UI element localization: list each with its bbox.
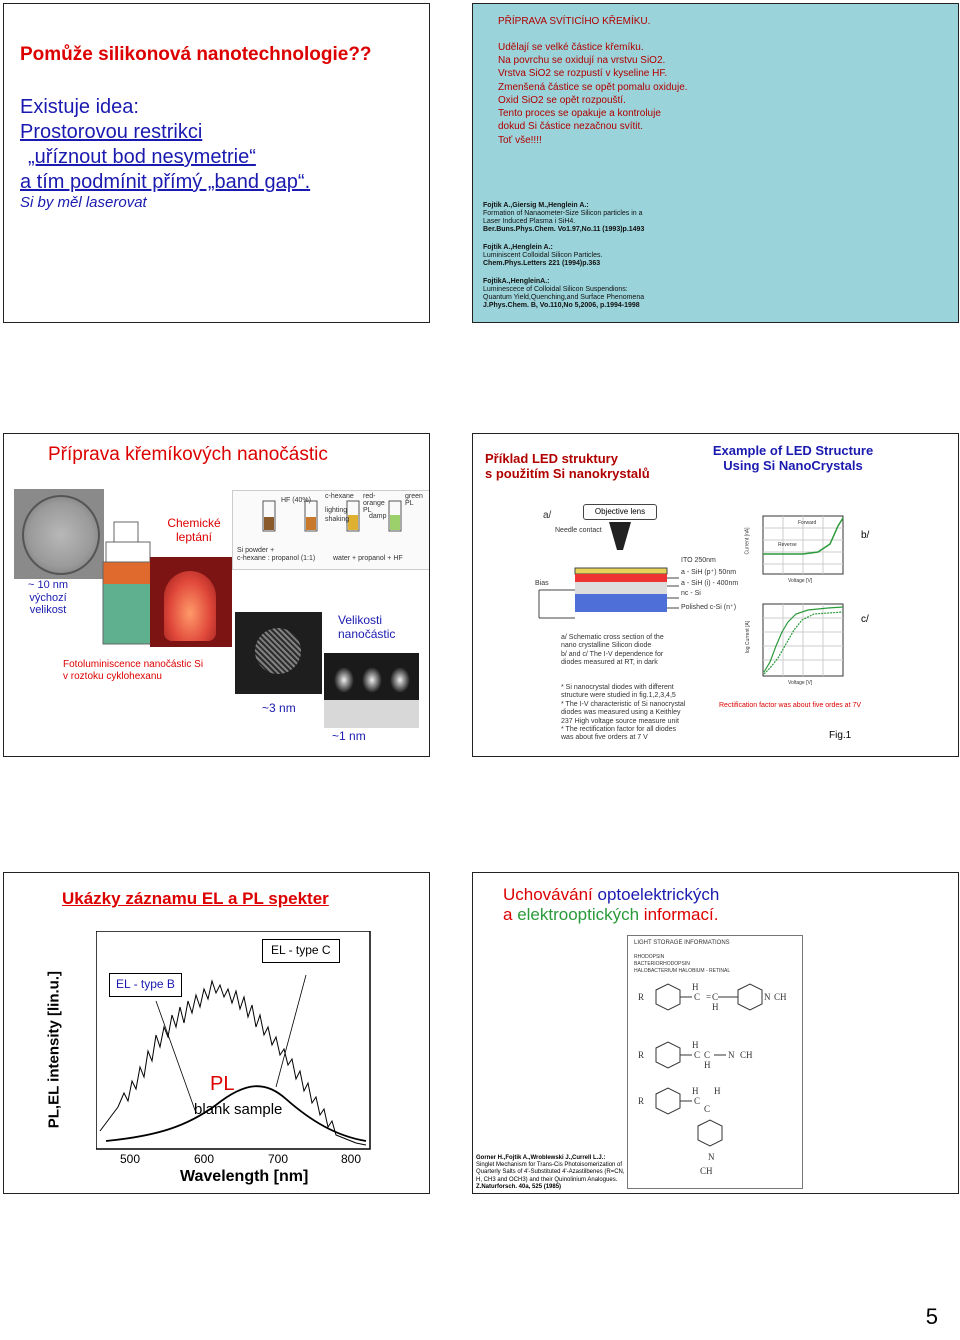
prep-line: Udělají se velké částice křemíku. bbox=[498, 42, 644, 53]
pl-photo bbox=[150, 557, 232, 647]
iv-chart-c-plot bbox=[748, 602, 848, 692]
slide-nanoparticle-preparation bbox=[3, 433, 430, 757]
layer-label: a - SiH (p⁺) 50nm bbox=[681, 569, 737, 576]
title-line: Example of LED Structure bbox=[712, 443, 874, 458]
reverse-label: Reverse bbox=[778, 542, 797, 548]
svg-text:C: C bbox=[694, 1096, 701, 1106]
slide1-line5: Si by měl laserovat bbox=[20, 194, 147, 211]
ref-line: Luminiscent Colloidal Silicon Particles. bbox=[483, 252, 603, 260]
ref-line: J.Phys.Chem. B, Vo.110,No 5,2006, p.1994-1998 bbox=[483, 302, 640, 310]
layer-label: ITO 250nm bbox=[681, 557, 716, 564]
ref-line: Chem.Phys.Letters 221 (1994)p.363 bbox=[483, 260, 601, 268]
chart-c-ylabel: log Current [A] bbox=[745, 620, 752, 654]
note-line: * The I-V characteristic of Si nanocrystal bbox=[561, 700, 686, 708]
page-number: 5 bbox=[925, 1304, 938, 1329]
label-a: a/ bbox=[543, 510, 552, 521]
vial-sub: damp bbox=[369, 513, 387, 520]
svg-text:C: C bbox=[712, 992, 719, 1002]
svg-text:R: R bbox=[638, 992, 645, 1002]
chart-c-xlabel: Voltage [V] bbox=[788, 680, 813, 686]
prep-line: Toť vše!!!! bbox=[498, 135, 542, 146]
title-part: optoelektrických bbox=[597, 885, 720, 904]
box-sub: RHODOPSIN bbox=[634, 954, 665, 960]
callout-line bbox=[276, 975, 306, 1087]
svg-text:CH: CH bbox=[740, 1050, 753, 1060]
layer-label: Polished c-Si (n⁺) bbox=[681, 604, 737, 611]
title-part: a bbox=[503, 904, 518, 924]
title-line: Using Si NanoCrystals bbox=[723, 457, 863, 473]
figure-label: Fig.1 bbox=[829, 730, 852, 741]
size-label-line: nanočástic bbox=[338, 626, 396, 641]
prep-line: Oxid SiO2 se opět rozpouští. bbox=[498, 95, 626, 106]
note-line: diodes was measured using a Keithley bbox=[561, 709, 681, 717]
vial-note: water + propanol + HF bbox=[333, 555, 403, 562]
caption-line: nano crystalline Silicon diode bbox=[561, 642, 652, 650]
size-1nm: ~1 nm bbox=[332, 729, 366, 743]
reference-1 bbox=[483, 202, 644, 234]
svg-text:R: R bbox=[638, 1050, 645, 1060]
etching-vessel bbox=[76, 516, 156, 656]
ref-authors: Gorner H.,Fojtik A.,Wroblewski J.,Currell L.J.: bbox=[476, 1155, 606, 1161]
caption-line: b/ and c/ The I-V dependence for bbox=[561, 650, 664, 658]
slide1-line4: a tím podmínit přímý „band gap“. bbox=[20, 171, 311, 193]
title-part: informací. bbox=[639, 904, 719, 924]
svg-text:=: = bbox=[706, 992, 712, 1002]
pl-caption-line: Fotoluminiscence nanočástic Si bbox=[63, 659, 204, 670]
svg-text:C: C bbox=[694, 1050, 701, 1060]
svg-text:H: H bbox=[704, 1060, 711, 1070]
ref-line: Laser Induced Plasma i SiH4. bbox=[483, 218, 576, 226]
ref-authors: Fojtik A.,Henglein A.: bbox=[483, 244, 553, 251]
lattice-image bbox=[235, 612, 322, 694]
note-line: was about five orders at 7 V bbox=[561, 734, 648, 742]
slide1-line3: „uříznout bod nesymetrie“ bbox=[28, 146, 256, 168]
prep-line: dokud Si částice nezačnou svítit. bbox=[498, 121, 644, 132]
ref-authors: FojtikA.,HengleinA.: bbox=[483, 278, 550, 285]
slide4-title-en bbox=[703, 444, 883, 474]
vial-note: c-hexane : propanol (1:1) bbox=[237, 555, 316, 562]
x-tick-800: 800 bbox=[341, 1152, 362, 1166]
slide-el-pl-spectra bbox=[3, 872, 430, 1194]
el-spectrum-line bbox=[100, 981, 366, 1145]
slide1-line1: Existuje idea: bbox=[20, 96, 139, 118]
vial-label: red-orange PL bbox=[363, 493, 385, 514]
slide6-title-line2 bbox=[503, 905, 719, 925]
svg-text:R: R bbox=[638, 1096, 645, 1106]
caption-line: diodes measured at RT, in dark bbox=[561, 659, 658, 667]
x-tick-700: 700 bbox=[268, 1152, 289, 1166]
vial-sub: lighting bbox=[325, 507, 348, 514]
box-sub: HALOBACTERIUM HALOBIUM - RETINAL bbox=[634, 968, 731, 974]
slide-optoelectric-storage bbox=[472, 872, 959, 1194]
molecule-box bbox=[627, 935, 803, 1189]
chart-b-ylabel: Current [nA] bbox=[744, 527, 751, 555]
vials-diagram bbox=[232, 490, 430, 570]
caption-line: a/ Schematic cross section of the bbox=[561, 634, 664, 641]
reference-2 bbox=[483, 244, 602, 268]
spectra-ylabel: PL,EL intensity [lin.u.] bbox=[45, 971, 63, 1129]
prep-line: PŘÍPRAVA SVÍTICÍHO KŘEMÍKU. bbox=[498, 16, 651, 27]
size-label-line: Velikosti bbox=[338, 613, 383, 627]
slide1-title: Pomůže silikonová nanotechnologie?? bbox=[20, 44, 372, 65]
callout-line bbox=[156, 1001, 196, 1113]
note-line: 237 High voltage source measure unit bbox=[561, 717, 679, 725]
note-line: * The rectification factor for all diodes bbox=[561, 725, 677, 733]
svg-text:N: N bbox=[728, 1050, 735, 1060]
vial-label: green PL bbox=[405, 493, 423, 507]
ref-line: Ber.Buns.Phys.Chem. Vo1.97,No.11 (1993)p.1493 bbox=[483, 226, 645, 234]
slide6-title-line1 bbox=[503, 885, 719, 905]
prep-line: Vrstva SiO2 se rozpustí v kyseline HF. bbox=[498, 68, 668, 79]
iv-chart-c bbox=[745, 602, 848, 692]
pl-caption bbox=[63, 659, 203, 682]
ref-authors: Fojtik A.,Giersig M.,Henglein A.: bbox=[483, 202, 589, 209]
bias-label: Bias bbox=[535, 580, 549, 587]
svg-text:C: C bbox=[694, 992, 701, 1002]
blank-sample-label: blank sample bbox=[194, 1101, 283, 1118]
small-particles-strip bbox=[324, 700, 419, 728]
start-size bbox=[28, 579, 68, 617]
svg-text:C: C bbox=[704, 1050, 711, 1060]
label-c: c/ bbox=[861, 614, 869, 625]
etching-label: Chemické leptání bbox=[167, 516, 221, 544]
prep-line: Na povrchu se oxidují na vrstvu SiO2. bbox=[498, 55, 666, 66]
slide-led-structure bbox=[472, 433, 959, 757]
pl-label: PL bbox=[210, 1073, 235, 1095]
svg-text:C: C bbox=[704, 1104, 711, 1114]
slide-si-preparation bbox=[472, 3, 959, 323]
layer-label: nc - Si bbox=[681, 590, 701, 597]
svg-text:H: H bbox=[714, 1086, 721, 1096]
led-cross-section bbox=[535, 502, 745, 742]
vial-label: HF (40%) bbox=[281, 497, 311, 504]
layer-label: a - SiH (i) - 400nm bbox=[681, 580, 739, 587]
svg-text:H: H bbox=[692, 982, 699, 992]
note-line: * Si nanocrystal diodes with different bbox=[561, 684, 674, 691]
svg-text:H: H bbox=[692, 1086, 699, 1096]
size-3nm: ~3 nm bbox=[262, 701, 296, 715]
start-size-word: výchozí bbox=[29, 591, 67, 604]
x-tick-500: 500 bbox=[120, 1152, 141, 1166]
iv-chart-b bbox=[744, 514, 848, 592]
slide5-title: Ukázky záznamu EL a PL spekter bbox=[62, 889, 329, 908]
box-title: LIGHT STORAGE INFORMATIONS bbox=[634, 940, 730, 946]
slide6-reference bbox=[476, 1155, 625, 1191]
ref-line: Quarterly Salts of 4'-Substituted 4'-Azastilbenes (R=CN, bbox=[476, 1169, 625, 1176]
title-line: Příklad LED struktury bbox=[485, 451, 618, 466]
label-b: b/ bbox=[861, 530, 870, 541]
ref-line: Quantum Yield,Quenching,and Surface Phenomena bbox=[483, 294, 645, 302]
title-line: s použitím Si nanokrystalů bbox=[485, 465, 650, 481]
vial-sub: shaking bbox=[325, 516, 350, 523]
needle-label: Needle contact bbox=[555, 527, 602, 534]
forward-label: Forward bbox=[798, 520, 817, 526]
slide4-title-cz bbox=[485, 452, 650, 482]
spectra-xlabel: Wavelength [nm] bbox=[180, 1168, 309, 1185]
start-size-value: ~ 10 nm bbox=[28, 579, 69, 591]
svg-text:H: H bbox=[712, 1002, 719, 1012]
ref-line: H, CH3 and OCH3) and their Quinolinium Analogues. bbox=[476, 1176, 618, 1183]
slide-silicon-nanotech bbox=[3, 3, 430, 323]
chart-b-xlabel: Voltage [V] bbox=[788, 578, 813, 584]
el-type-b-label: EL - type B bbox=[109, 973, 182, 997]
reference-3 bbox=[483, 278, 644, 310]
svg-text:CH: CH bbox=[774, 992, 787, 1002]
svg-text:H: H bbox=[692, 1040, 699, 1050]
slide6-title bbox=[503, 885, 719, 924]
x-tick-600: 600 bbox=[194, 1152, 215, 1166]
note-line: structure were studied in fig.1,2,3,4,5 bbox=[561, 692, 676, 700]
svg-text:CH: CH bbox=[700, 1166, 713, 1176]
size-label bbox=[338, 614, 395, 642]
slide3-title: Příprava křemíkových nanočástic bbox=[48, 444, 328, 465]
title-part: Uchovávání bbox=[503, 885, 598, 904]
prep-line: Zmenšená částice se opět pomalu oxiduje. bbox=[498, 82, 688, 93]
molecule-structures bbox=[628, 976, 802, 1186]
ref-line: Singlet Mechanism for Trans-Cis Photoisomerization of bbox=[476, 1162, 623, 1169]
vial-note: Si powder + bbox=[237, 547, 275, 554]
svg-text:N: N bbox=[764, 992, 771, 1002]
box-sub: BACTERIORHODOPSIN bbox=[634, 961, 690, 967]
el-type-c-label: EL - type C bbox=[262, 939, 340, 963]
start-size-word: velikost bbox=[29, 604, 67, 617]
ref-line: Formation of Nanaometer-Size Silicon particles in a bbox=[483, 210, 643, 218]
vial-label: c-hexane bbox=[325, 493, 354, 500]
cross-section-caption bbox=[561, 634, 664, 668]
rectification-note: Rectification factor was about five ordes at 7V bbox=[719, 702, 862, 709]
pl-caption-line: v roztoku cyklohexanu bbox=[63, 670, 162, 682]
title-part: elektrooptických bbox=[517, 904, 640, 924]
objective-lens: Objective lens bbox=[583, 504, 657, 520]
svg-text:N: N bbox=[708, 1152, 715, 1162]
prep-line: Tento proces se opakuje a kontroluje bbox=[498, 108, 661, 119]
measurement-notes bbox=[561, 684, 685, 743]
ref-line: Z.Naturforsch. 40a, 525 (1985) bbox=[476, 1183, 562, 1190]
ref-line: Luminescece of Colloidal Silicon Suspendions: bbox=[483, 286, 628, 294]
slide1-line2: Prostorovou restrikci bbox=[20, 121, 203, 143]
